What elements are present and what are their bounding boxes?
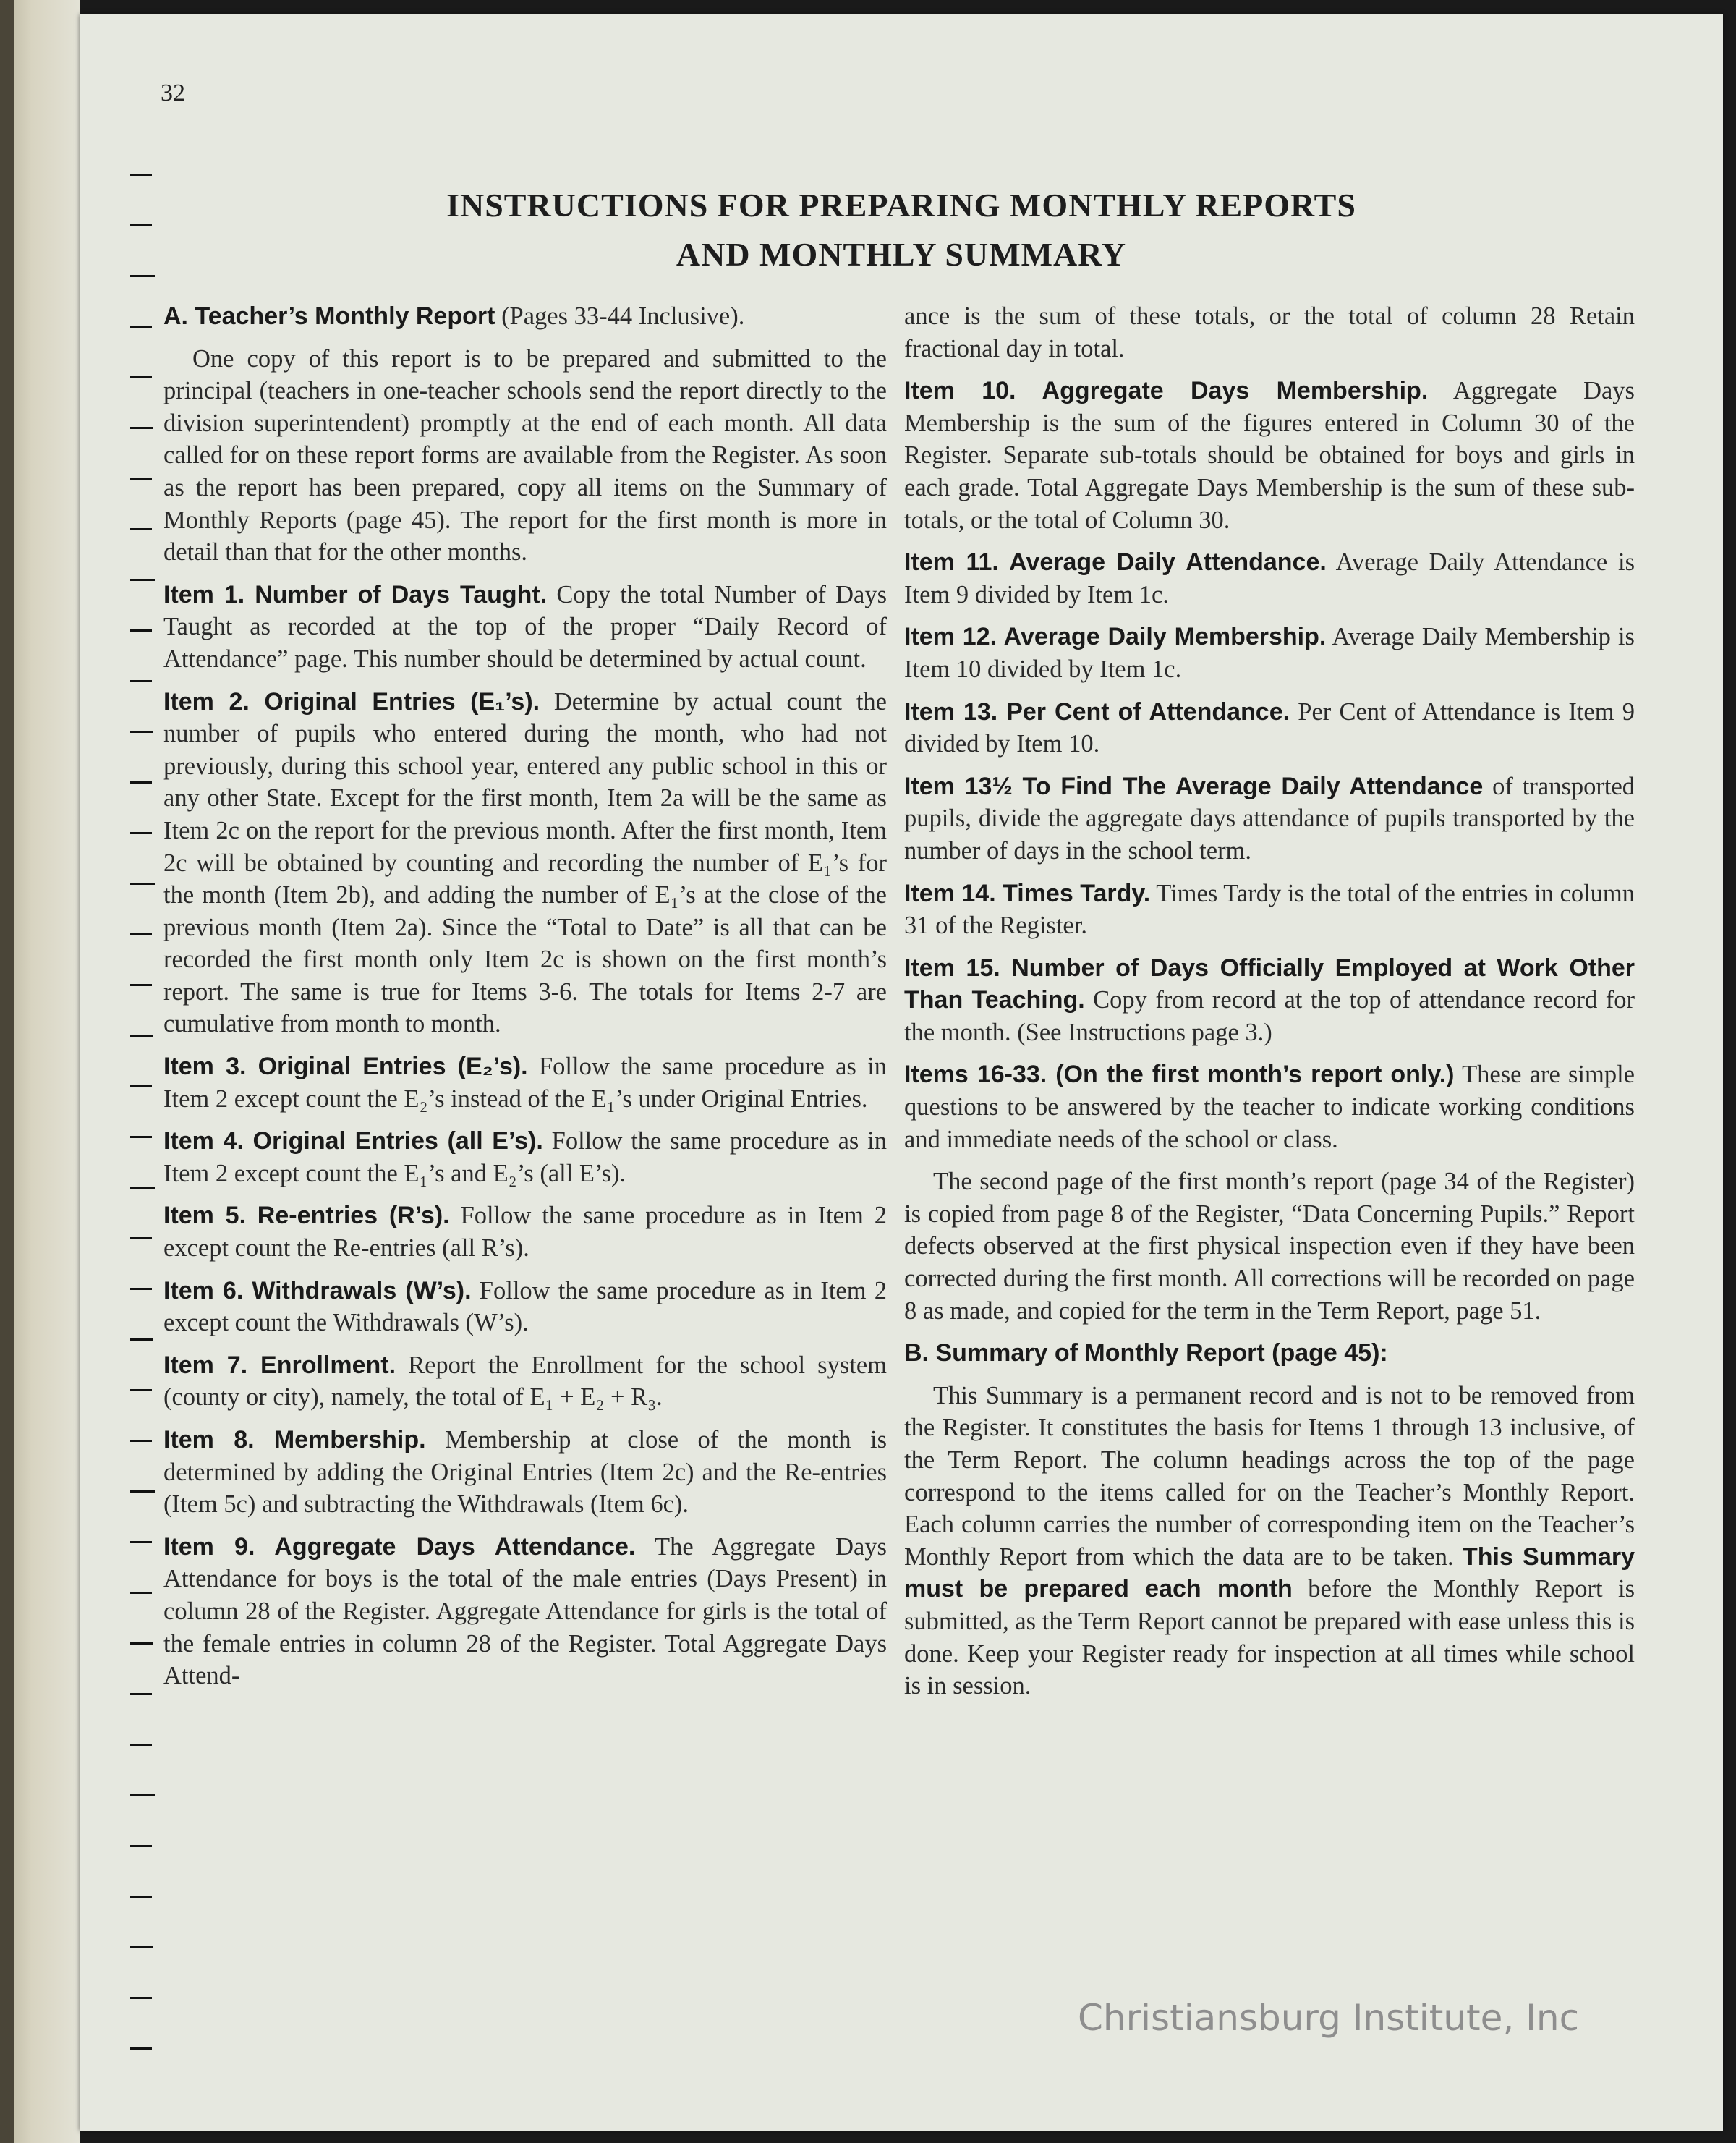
ruler-mark [130,680,152,682]
ruler-mark [130,427,153,429]
ruler-mark [130,1693,152,1695]
second-page-paragraph: The second page of the first month’s report (page 34 of the Register) is copied from page 8 of the Register, “Data Concerning Pupils.” Report defects observed at the first physical inspection even if they have been corrected during the first month. All corrections will be recorded on page 8 as made, and copied for the term in the Term Report, page 51. [904,1168,1635,1325]
item-3-text: Follow the same procedure as in Item 2 except count the E₂’s instead of the E₁’s under Original Entries. [163,1053,888,1113]
ruler-mark [130,326,152,328]
ruler-mark [130,933,152,935]
ruler-mark [130,174,152,176]
ruler-mark [130,1389,152,1391]
ruler-mark [130,528,152,530]
item-12-text: Average Daily Membership is Item 10 divided by Item 1c. [904,623,1635,683]
item-8 [163,1424,887,1521]
item-13-text: Per Cent of Attendance is Item 9 divided by Item 10. [904,697,1635,758]
ruler-mark [130,579,155,581]
page-title [80,181,1723,279]
ruler-mark [130,478,152,480]
item-9 [163,1531,887,1692]
ruler-mark [130,832,152,834]
item-13 [904,696,1635,760]
section-a-pages: (Pages 33-44 Inclusive). [501,302,745,330]
ruler-mark [130,883,155,885]
ruler-mark [130,1744,152,1746]
item-8-heading: Item 8. Membership. [163,1426,426,1454]
item-2 [163,686,887,1041]
ruler-mark [130,1490,155,1493]
ruler-mark [130,1338,153,1341]
ruler-mark [130,984,152,986]
ruler-mark [130,1136,152,1138]
item-5-text: Follow the same procedure as in Item 2 except count the Re-entries (all R’s). [163,1202,887,1263]
ruler-mark [130,1642,153,1645]
ruler-mark [130,1187,155,1189]
item-15-text: Copy from record at the top of attendance record for the month. (See Instructions page 3.) [904,986,1635,1046]
intro-paragraph: One copy of this report is to be prepared and submitted to the principal (teachers in one-teacher schools send the report directly to the division superintendent) promptly at the end of each month. All data called for on these report forms are available from the Register. As soon as the report has been prepared, copy all items on the Summary of Monthly Reports (page 45). The report for the first month is more in detail than that for the other months. [163,344,887,566]
item-6-text: Follow the same procedure as in Item 2 except count the Withdrawals (W’s). [163,1276,888,1337]
ruler-mark [130,1035,153,1037]
item-9-text: The Aggregate Days Attendance for boys is the total of the male entries (Days Present) in column 28 of the Register. Aggregate Attendance for girls is the total of the female entries in column 28 of the Register. Total Aggregate Days Attend- [163,1532,887,1690]
item-12 [904,621,1635,685]
title-line-1: INSTRUCTIONS FOR PREPARING MONTHLY REPORTS [446,187,1356,224]
item-11 [904,546,1635,611]
item-15-heading: Item 15. Number of Days Officially Employed at Work Other Than Teaching. [904,954,1635,1014]
item-2-heading: Item 2. Original Entries (E₁’s). [163,687,540,716]
item-8-text: Membership at close of the month is determined by adding the Original Entries (Item 2c) and the Re-entries (Item 5c) and subtracting the Withdrawals (Item 6c). [163,1426,888,1519]
item-9-continuation: ance is the sum of these totals, or the total of column 28 Retain fractional day in total. [904,302,1635,362]
left-column [163,300,887,1702]
page-number: 32 [161,80,185,106]
items-16-33-text: These are simple questions to be answered by the teacher to indicate working conditions and immediate needs of the school or class. [904,1061,1635,1153]
item-13-half-heading: Item 13½ To Find The Average Daily Attendance [904,772,1484,800]
item-3 [163,1051,887,1115]
item-6-heading: Item 6. Withdrawals (W’s). [163,1276,472,1304]
item-10-heading: Item 10. Aggregate Days Membership. [904,377,1429,405]
item-14 [904,878,1635,942]
section-b-heading-row [904,1337,1635,1370]
item-1-heading: Item 1. Number of Days Taught. [163,580,548,608]
item-7-heading: Item 7. Enrollment. [163,1351,396,1379]
items-16-33-heading: Items 16-33. (On the first month’s report only.) [904,1061,1455,1089]
document-page [80,14,1723,2131]
item-10-text: Aggregate Days Membership is the sum of the figures entered in Column 30 of the Register. Separate sub-totals should be obtained for boys and girls in each grade. Total Aggregate Days Membership is the sum of these sub-totals, or the total of Column 30. [904,377,1635,534]
item-4 [163,1125,887,1189]
title-line-2: AND MONTHLY SUMMARY [676,236,1127,273]
item-11-text: Average Daily Attendance is Item 9 divided by Item 1c. [904,548,1635,608]
item-13-half [904,771,1635,867]
watermark-text: Christiansburg Institute, Inc [1078,1997,1580,2039]
ruler-mark [130,1845,152,1847]
item-1 [163,579,887,676]
scan-edge [0,0,14,2143]
ruler-mark [130,376,152,378]
ruler-mark [130,2047,152,2050]
item-9-heading: Item 9. Aggregate Days Attendance. [163,1532,636,1561]
margin-ruler-marks [123,174,159,2127]
ruler-mark [130,1541,152,1543]
item-7 [163,1349,887,1414]
section-a-heading: A. Teacher’s Monthly Report [163,302,495,330]
section-b-paragraph [904,1380,1635,1702]
section-a [163,300,887,333]
items-16-33 [904,1058,1635,1155]
right-column [904,300,1635,1713]
item-2-text: Determine by actual count the number of pupils who entered during the month, who had not previously, during this school year, entered any public school in this or any other State. Except for the first month, Item 2a will be the same as Item 2c on the report for the previous month. After the first month, Item 2c will be obtained by counting and recording the number of E₁’s for the month (Item 2b), and adding the number of E₁’s at the close of the previous month (Item 2a). Since the “Total to Date” is all that can be recorded the first month only Item 2c is shown on the first month’s report. The same is true for Items 3-6. The totals for Items 2-7 are cumulative from month to month. [163,687,887,1038]
section-b-heading: B. Summary of Monthly Report (page 45): [904,1339,1388,1367]
item-7-text: Report the Enrollment for the school system (county or city), namely, the total of E₁ + E₂ + R₃. [163,1351,887,1412]
section-b-emphasis: This Summary must be prepared each month [904,1542,1635,1603]
item-5 [163,1200,887,1264]
ruler-mark [130,1946,153,1948]
item-13-half-text: of transported pupils, divide the aggregate days attendance of pupils transported by the number of days in the school term. [904,772,1635,865]
item-13-heading: Item 13. Per Cent of Attendance. [904,697,1290,726]
item-3-heading: Item 3. Original Entries (E₂’s). [163,1053,528,1081]
ruler-mark [130,1794,155,1796]
item-10 [904,375,1635,536]
ruler-mark [130,1592,152,1594]
ruler-mark [130,1997,152,1999]
ruler-mark [130,731,153,733]
item-4-heading: Item 4. Original Entries (all E’s). [163,1127,543,1155]
item-12-heading: Item 12. Average Daily Membership. [904,623,1327,651]
item-4-text: Follow the same procedure as in Item 2 except count the E₁’s and E₂’s (all E’s). [163,1127,887,1187]
item-15 [904,952,1635,1049]
item-5-heading: Item 5. Re-entries (R’s). [163,1202,450,1230]
item-14-text: Times Tardy is the total of the entries in column 31 of the Register. [904,879,1635,940]
ruler-mark [130,1085,152,1087]
ruler-mark [130,1288,152,1290]
item-14-heading: Item 14. Times Tardy. [904,879,1151,907]
item-1-text: Copy the total Number of Days Taught as recorded at the top of the proper “Daily Record of Attendance” page. This number should be determined by actual count. [163,580,888,673]
ruler-mark [130,629,152,632]
ruler-mark [130,1237,152,1239]
ruler-mark [130,1896,152,1898]
item-11-heading: Item 11. Average Daily Attendance. [904,548,1327,577]
section-b-text-1: This Summary is a permanent record and is not to be removed from the Register. It constitutes the basis for Items 1 through 13 inclusive, of the Term Report. The column headings across the top of the page correspond to the items called for on the Teacher’s Monthly Report. Each column carries the number of corresponding item on the Teacher’s Monthly Report from which the data are to be taken. [904,1381,1635,1571]
ruler-mark [130,781,152,784]
item-6 [163,1275,887,1339]
section-b-text-2: before the Monthly Report is submitted, as the Term Report cannot be prepared with ease unless this is done. Keep your Register ready for inspection at all times while school is in session. [904,1575,1635,1700]
ruler-mark [130,1440,152,1442]
